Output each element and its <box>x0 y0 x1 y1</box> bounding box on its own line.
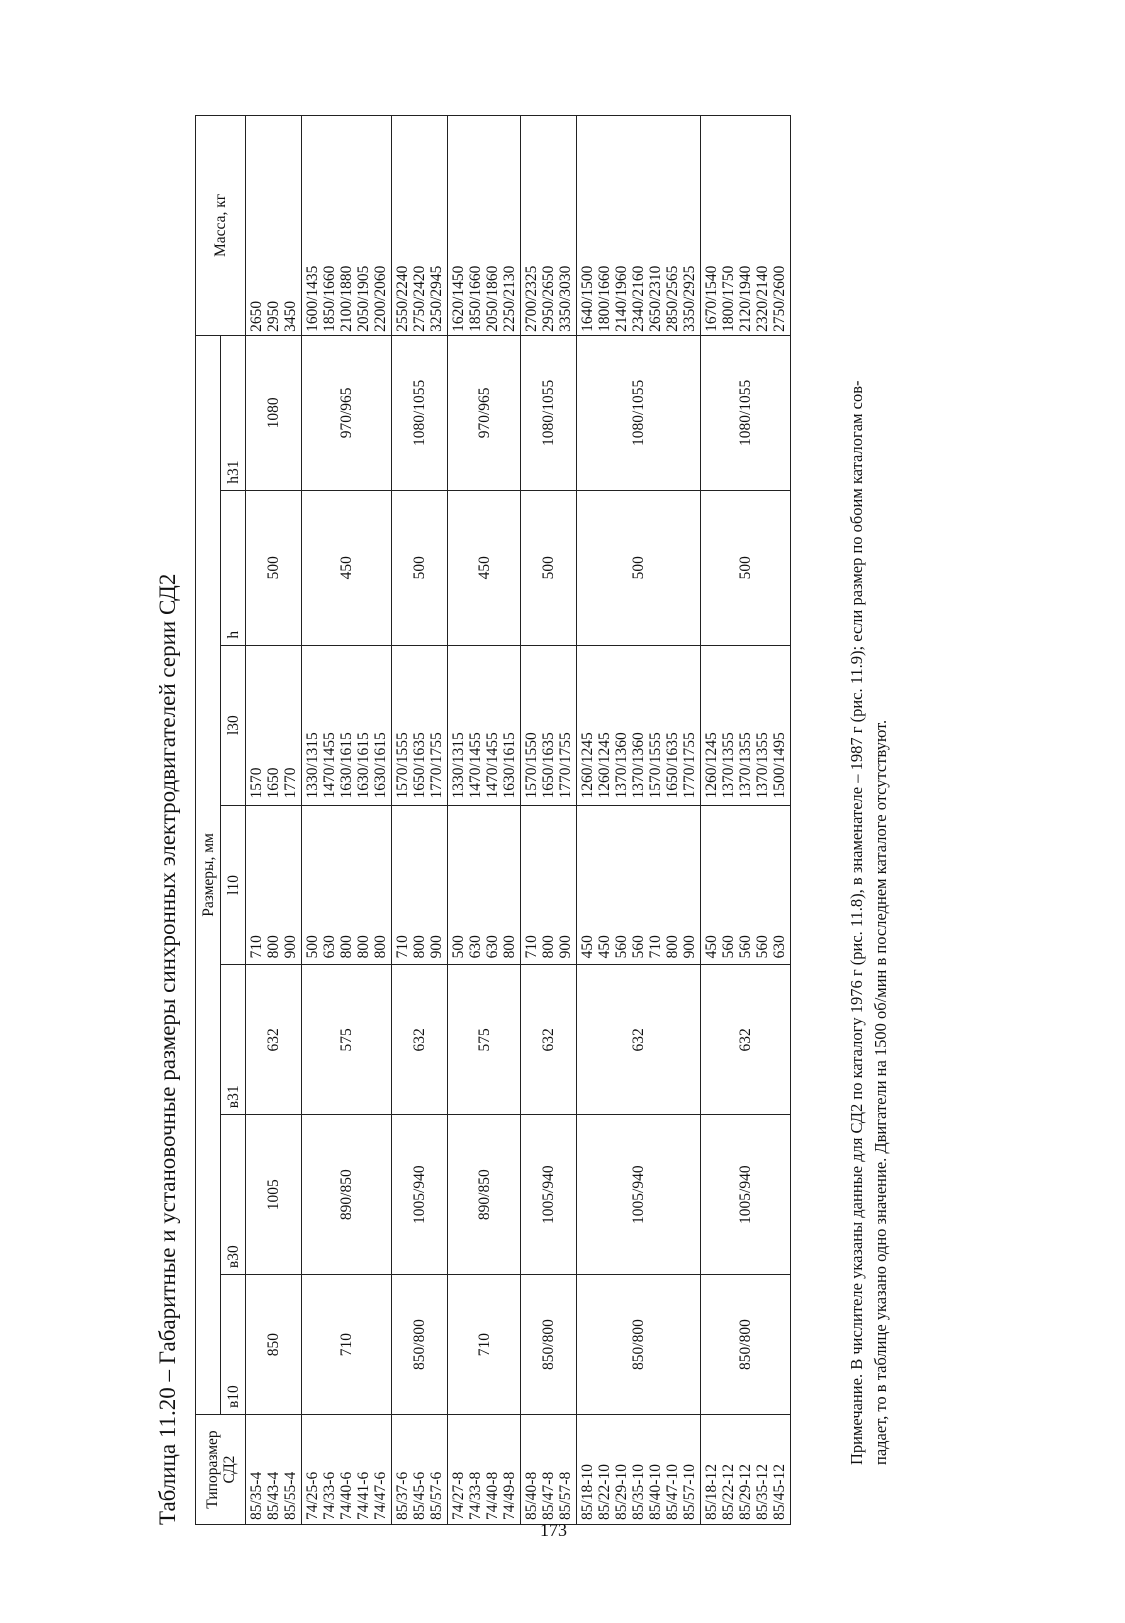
l30-cell <box>521 645 577 805</box>
type-sizes-cell-value: 85/55-4 <box>282 1471 299 1520</box>
b10-cell: 850/800 <box>392 1275 448 1415</box>
table-note <box>845 125 893 1465</box>
mass-cell-value: 1670/1540 <box>703 265 720 332</box>
l10-cell <box>701 805 791 965</box>
type-sizes-cell-value: 85/35-4 <box>248 1471 265 1520</box>
l30-cell-value: 1370/1355 <box>754 732 771 799</box>
mass-cell-value: 2650/2310 <box>647 265 664 332</box>
mass-cell-value: 2650 <box>248 300 265 332</box>
b30-cell: 890/850 <box>448 1115 521 1275</box>
type-sizes-cell-value: 74/41-6 <box>355 1471 372 1520</box>
type-sizes-cell-value: 74/49-8 <box>501 1471 518 1520</box>
table-row <box>302 116 392 1525</box>
type-sizes-cell-value: 85/57-6 <box>428 1471 445 1520</box>
b30-cell: 1005/940 <box>521 1115 577 1275</box>
mass-cell <box>701 116 791 336</box>
l30-cell-value: 1330/1315 <box>450 732 467 799</box>
type-sizes-cell-value: 85/47-8 <box>540 1471 557 1520</box>
page-number: 173 <box>540 1520 567 1540</box>
h-cell: 500 <box>392 490 448 645</box>
l10-cell-value: 560 <box>613 935 630 959</box>
mass-cell-value: 1850/1660 <box>467 265 484 332</box>
l30-cell-value: 1370/1355 <box>720 732 737 799</box>
l30-cell-value: 1650 <box>265 767 282 799</box>
type-sizes-cell-value: 85/45-12 <box>771 1464 788 1520</box>
l10-cell-value: 450 <box>596 935 613 959</box>
l10-cell-value: 900 <box>428 935 445 959</box>
mass-cell-value: 2050/1860 <box>484 265 501 332</box>
mass-cell-value: 2340/2160 <box>630 265 647 332</box>
l10-cell-value: 800 <box>338 935 355 959</box>
h-cell: 500 <box>521 490 577 645</box>
table-row <box>392 116 448 1525</box>
mass-cell-value: 2250/2130 <box>501 265 518 332</box>
l10-cell-value: 450 <box>703 935 720 959</box>
b30-cell: 890/850 <box>302 1115 392 1275</box>
dimensions-table <box>195 115 791 1525</box>
type-sizes-cell <box>448 1415 521 1525</box>
mass-cell-value: 1640/1500 <box>579 265 596 332</box>
l30-cell-value: 1770/1755 <box>681 732 698 799</box>
mass-header: Масса, кг <box>196 116 246 336</box>
type-sizes-cell-value: 85/37-6 <box>394 1471 411 1520</box>
l10-cell-value: 630 <box>321 935 338 959</box>
mass-cell-value: 2050/1905 <box>355 265 372 332</box>
l10-cell-value: 710 <box>248 935 265 959</box>
l30-cell-value: 1630/1615 <box>355 732 372 799</box>
header-row-top <box>196 116 221 1525</box>
l10-cell-value: 800 <box>355 935 372 959</box>
l10-cell-value: 500 <box>450 935 467 959</box>
mass-cell <box>521 116 577 336</box>
mass-cell <box>448 116 521 336</box>
type-sizes-cell-value: 85/35-12 <box>754 1464 771 1520</box>
mass-cell-value: 2120/1940 <box>737 265 754 332</box>
table-row <box>246 116 302 1525</box>
mass-cell-value: 2950/2650 <box>540 265 557 332</box>
mass-cell-value: 3250/2945 <box>428 265 445 332</box>
type-sizes-cell <box>392 1415 448 1525</box>
rotated-page-content <box>155 115 985 1525</box>
type-sizes-cell <box>521 1415 577 1525</box>
mass-cell-value: 2550/2240 <box>394 265 411 332</box>
l10-cell-value: 630 <box>467 935 484 959</box>
l30-cell-value: 1570 <box>248 767 265 799</box>
mass-cell-value: 2750/2600 <box>771 265 788 332</box>
l10-cell-value: 710 <box>523 935 540 959</box>
l10-cell-value: 710 <box>647 935 664 959</box>
b30-cell: 1005 <box>246 1115 302 1275</box>
table-title: Таблица 11.20 – Габаритные и установочные размеры синхронных электродвигателей серии СД2 <box>155 573 180 1525</box>
type-sizes-cell <box>701 1415 791 1525</box>
table-body <box>246 116 791 1525</box>
table-row <box>701 116 791 1525</box>
table-row <box>448 116 521 1525</box>
dimensions-group-header: Размеры, мм <box>196 335 221 1414</box>
l10-cell-value: 560 <box>630 935 647 959</box>
b30-cell: 1005/940 <box>577 1115 701 1275</box>
h-cell: 500 <box>577 490 701 645</box>
l10-cell <box>246 805 302 965</box>
l10-cell-value: 500 <box>304 935 321 959</box>
l10-cell-value: 630 <box>484 935 501 959</box>
note-line-1: Примечание. В числителе указаны данные для СД2 по каталогу 1976 г (рис. 11.8), в знаменателе – 1987 г (рис. 11.9); если размер по обоим каталогам сов- <box>847 380 866 1465</box>
type-sizes-cell-value: 85/47-10 <box>664 1464 681 1520</box>
l10-cell-value: 900 <box>282 935 299 959</box>
type-sizes-cell-value: 85/29-12 <box>737 1464 754 1520</box>
b31-cell: 632 <box>521 965 577 1115</box>
h31-cell: 1080/1055 <box>392 335 448 490</box>
mass-cell-value: 1600/1435 <box>304 265 321 332</box>
l10-cell-value: 800 <box>501 935 518 959</box>
b30-header: в30 <box>221 1115 246 1275</box>
l30-cell-value: 1470/1455 <box>484 732 501 799</box>
mass-cell-value: 2200/2060 <box>372 265 389 332</box>
type-sizes-cell-value: 85/43-4 <box>265 1471 282 1520</box>
type-sizes-cell-value: 85/22-10 <box>596 1464 613 1520</box>
mass-cell-value: 2750/2420 <box>411 265 428 332</box>
l30-cell-value: 1630/1615 <box>338 732 355 799</box>
l10-cell-value: 900 <box>557 935 574 959</box>
h31-cell: 1080/1055 <box>521 335 577 490</box>
b10-cell: 850/800 <box>577 1275 701 1415</box>
h-cell: 500 <box>246 490 302 645</box>
b31-cell: 632 <box>577 965 701 1115</box>
type-sizes-cell-value: 74/25-6 <box>304 1471 321 1520</box>
table-row <box>577 116 701 1525</box>
l10-cell-value: 560 <box>737 935 754 959</box>
l10-cell-value: 560 <box>754 935 771 959</box>
h31-cell: 970/965 <box>302 335 392 490</box>
l30-cell <box>246 645 302 805</box>
l10-cell-value: 560 <box>720 935 737 959</box>
h31-cell: 1080/1055 <box>577 335 701 490</box>
l10-cell <box>577 805 701 965</box>
l30-cell-value: 1370/1360 <box>630 732 647 799</box>
b31-cell: 575 <box>302 965 392 1115</box>
type-sizes-cell-value: 85/29-10 <box>613 1464 630 1520</box>
l30-cell-value: 1770/1755 <box>428 732 445 799</box>
mass-cell-value: 2320/2140 <box>754 265 771 332</box>
mass-cell-value: 1800/1660 <box>596 265 613 332</box>
b31-header: в31 <box>221 965 246 1115</box>
mass-cell-value: 2100/1880 <box>338 265 355 332</box>
l30-cell-value: 1630/1615 <box>501 732 518 799</box>
h31-cell: 1080 <box>246 335 302 490</box>
h31-header: h31 <box>221 335 246 490</box>
h31-cell: 970/965 <box>448 335 521 490</box>
l30-cell-value: 1370/1360 <box>613 732 630 799</box>
h-cell: 450 <box>302 490 392 645</box>
l30-cell-value: 1260/1245 <box>579 732 596 799</box>
type-sizes-cell-value: 74/33-6 <box>321 1471 338 1520</box>
mass-cell <box>392 116 448 336</box>
table-row <box>521 116 577 1525</box>
mass-cell-value: 1800/1750 <box>720 265 737 332</box>
l10-cell-value: 900 <box>681 935 698 959</box>
l30-cell-value: 1650/1635 <box>664 732 681 799</box>
b10-cell: 850/800 <box>701 1275 791 1415</box>
l30-cell-value: 1370/1355 <box>737 732 754 799</box>
l30-cell-value: 1500/1495 <box>771 732 788 799</box>
mass-cell-value: 3350/3030 <box>557 265 574 332</box>
type-sizes-cell-value: 74/40-6 <box>338 1471 355 1520</box>
l30-cell-value: 1260/1245 <box>596 732 613 799</box>
type-sizes-cell-value: 85/40-10 <box>647 1464 664 1520</box>
l30-cell-value: 1570/1555 <box>394 732 411 799</box>
h31-cell: 1080/1055 <box>701 335 791 490</box>
l30-cell-value: 1770/1755 <box>557 732 574 799</box>
l10-header: l10 <box>221 805 246 965</box>
b10-header: в10 <box>221 1275 246 1415</box>
type-sizes-cell <box>577 1415 701 1525</box>
l10-cell-value: 710 <box>394 935 411 959</box>
l30-cell-value: 1570/1555 <box>647 732 664 799</box>
mass-cell <box>577 116 701 336</box>
mass-cell-value: 2700/2325 <box>523 265 540 332</box>
type-sizes-cell-value: 74/40-8 <box>484 1471 501 1520</box>
l30-cell <box>392 645 448 805</box>
l10-cell-value: 800 <box>265 935 282 959</box>
l30-cell-value: 1570/1550 <box>523 732 540 799</box>
note-line-2: падает, то в таблице указано одно значение. Двигатели на 1500 об/мин в последнем каталоге отсутствуют. <box>871 719 890 1465</box>
b10-cell: 850 <box>246 1275 302 1415</box>
b10-cell: 710 <box>448 1275 521 1415</box>
l30-cell-value: 1650/1635 <box>540 732 557 799</box>
type-sizes-cell-value: 85/18-10 <box>579 1464 596 1520</box>
l30-cell-value: 1330/1315 <box>304 732 321 799</box>
type-sizes-cell-value: 74/33-8 <box>467 1471 484 1520</box>
mass-cell-value: 2950 <box>265 300 282 332</box>
l10-cell-value: 800 <box>664 935 681 959</box>
l30-cell <box>448 645 521 805</box>
type-sizes-cell-value: 85/35-10 <box>630 1464 647 1520</box>
l30-cell-value: 1770 <box>282 767 299 799</box>
h-cell: 450 <box>448 490 521 645</box>
b10-cell: 850/800 <box>521 1275 577 1415</box>
h-header: h <box>221 490 246 645</box>
l10-cell <box>392 805 448 965</box>
l30-cell-value: 1470/1455 <box>321 732 338 799</box>
b10-cell: 710 <box>302 1275 392 1415</box>
l10-cell-value: 800 <box>540 935 557 959</box>
type-sizes-cell-value: 85/22-12 <box>720 1464 737 1520</box>
l30-cell <box>577 645 701 805</box>
type-sizes-cell-value: 85/57-10 <box>681 1464 698 1520</box>
l30-cell <box>701 645 791 805</box>
l10-cell-value: 630 <box>771 935 788 959</box>
mass-cell-value: 1850/1660 <box>321 265 338 332</box>
type-header: Типоразмер СД2 <box>196 1415 246 1525</box>
type-sizes-cell <box>246 1415 302 1525</box>
mass-cell-value: 3450 <box>282 300 299 332</box>
type-sizes-cell-value: 85/45-6 <box>411 1471 428 1520</box>
type-sizes-cell-value: 74/27-8 <box>450 1471 467 1520</box>
l10-cell <box>521 805 577 965</box>
l30-cell-value: 1470/1455 <box>467 732 484 799</box>
type-sizes-cell <box>302 1415 392 1525</box>
type-sizes-cell-value: 85/40-8 <box>523 1471 540 1520</box>
h-cell: 500 <box>701 490 791 645</box>
b31-cell: 632 <box>701 965 791 1115</box>
b30-cell: 1005/940 <box>392 1115 448 1275</box>
type-sizes-cell-value: 74/47-6 <box>372 1471 389 1520</box>
l10-cell-value: 450 <box>579 935 596 959</box>
l30-cell-value: 1650/1635 <box>411 732 428 799</box>
l30-header: l30 <box>221 645 246 805</box>
b31-cell: 632 <box>392 965 448 1115</box>
mass-cell <box>246 116 302 336</box>
l10-cell <box>302 805 392 965</box>
l30-cell-value: 1260/1245 <box>703 732 720 799</box>
l10-cell-value: 800 <box>411 935 428 959</box>
b31-cell: 632 <box>246 965 302 1115</box>
l30-cell-value: 1630/1615 <box>372 732 389 799</box>
type-sizes-cell-value: 85/18-12 <box>703 1464 720 1520</box>
b31-cell: 575 <box>448 965 521 1115</box>
l10-cell <box>448 805 521 965</box>
b30-cell: 1005/940 <box>701 1115 791 1275</box>
mass-cell-value: 1620/1450 <box>450 265 467 332</box>
mass-cell-value: 2140/1960 <box>613 265 630 332</box>
mass-cell-value: 3350/2925 <box>681 265 698 332</box>
mass-cell <box>302 116 392 336</box>
l10-cell-value: 800 <box>372 935 389 959</box>
type-sizes-cell-value: 85/57-8 <box>557 1471 574 1520</box>
mass-cell-value: 2850/2565 <box>664 265 681 332</box>
l30-cell <box>302 645 392 805</box>
